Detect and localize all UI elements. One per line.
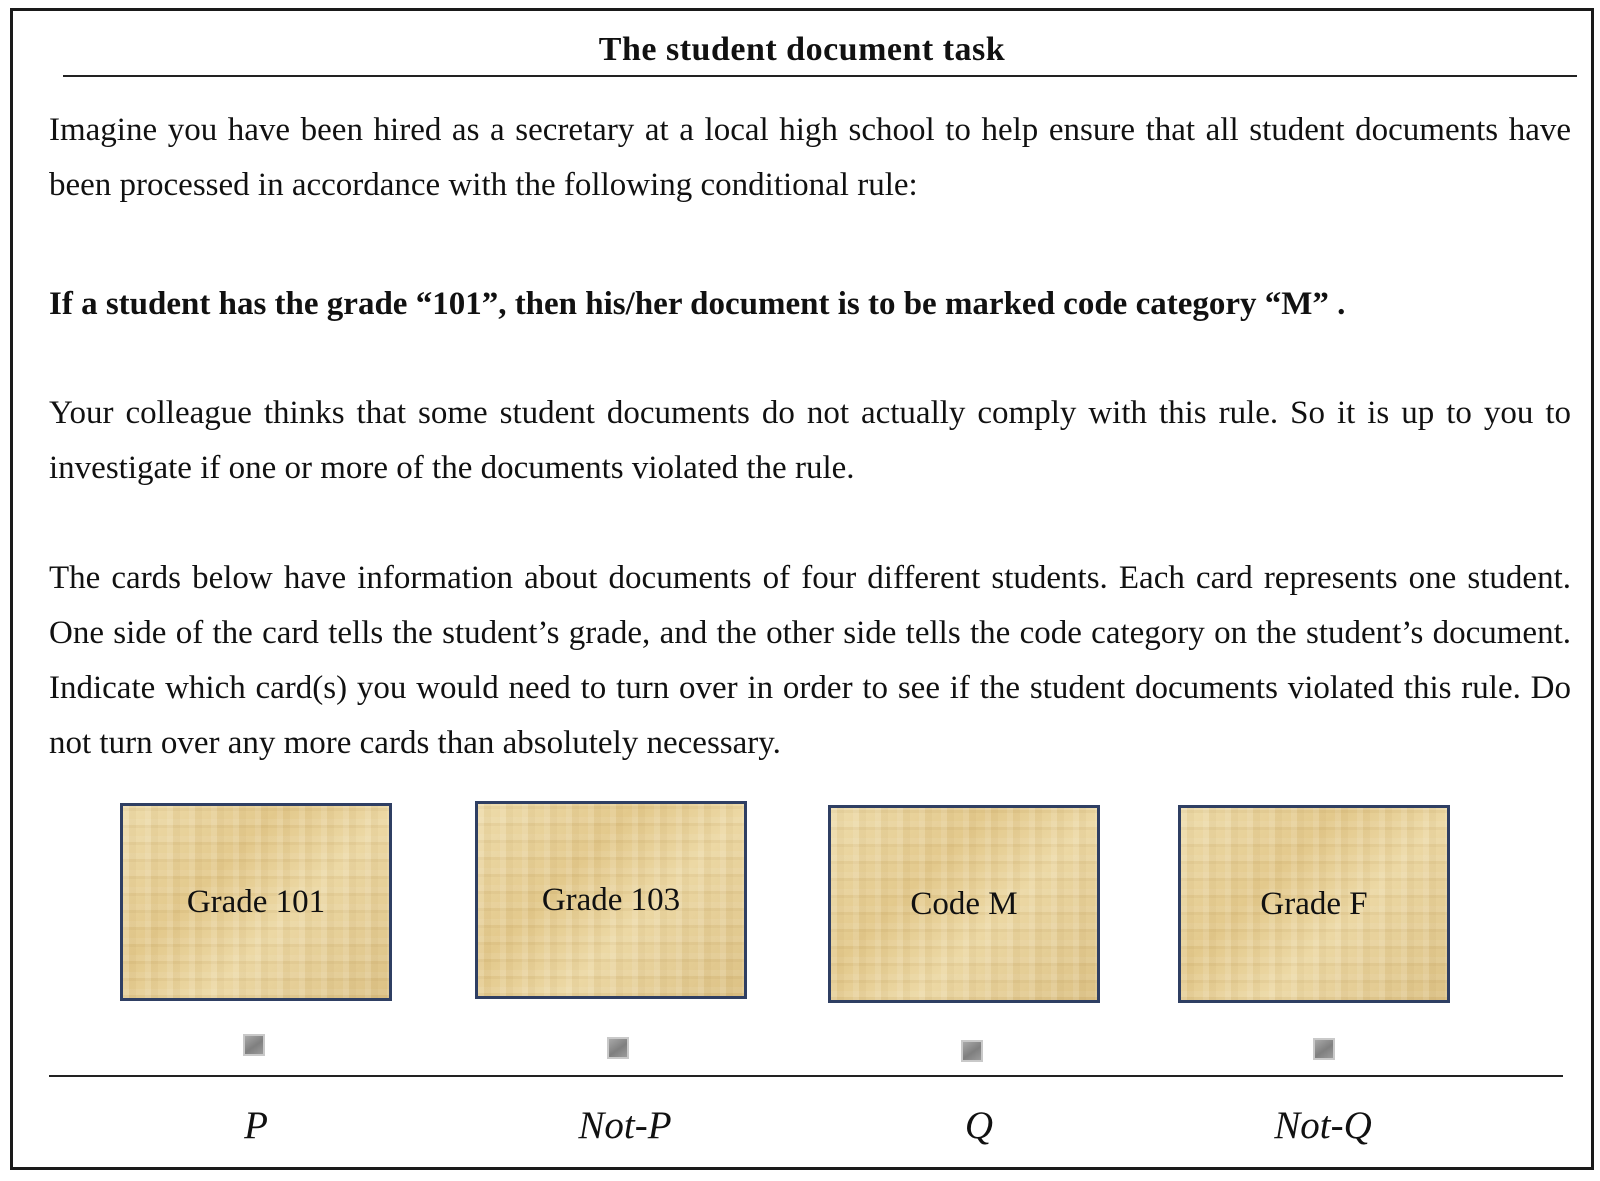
card-grade-101[interactable] — [120, 803, 392, 1001]
checkbox-card-4[interactable] — [1313, 1038, 1335, 1060]
instructions-paragraph: The cards below have information about documents of four different students. Each card represents one student. One side of the card tells the student’s grade, and the other side tells the code category on the student’s document. Indicate which card(s) you would need to turn over in order to see if the student documents violated this rule. Do not turn over any more cards than absolutely necessary. — [49, 560, 1571, 761]
logic-label-q: Q — [964, 1104, 994, 1147]
checkbox-card-3[interactable] — [961, 1040, 983, 1062]
checkbox-card-1[interactable] — [243, 1034, 265, 1056]
card-label: Code M — [910, 885, 1018, 922]
intro-paragraph: Imagine you have been hired as a secretary at a local high school to help ensure that all student documents have been processed in accordance with the following conditional rule: — [49, 112, 1571, 203]
page-title: The student document task — [598, 31, 1006, 68]
card-label: Grade F — [1260, 885, 1368, 922]
bottom-divider — [49, 1075, 1563, 1077]
card-grade-f[interactable] — [1178, 805, 1450, 1003]
task-frame — [10, 8, 1594, 1170]
logic-label-p: P — [244, 1104, 268, 1147]
logic-label-not-p: Not-P — [578, 1104, 672, 1147]
logic-label-not-q: Not-Q — [1274, 1104, 1372, 1147]
title-divider — [63, 75, 1577, 77]
colleague-paragraph: Your colleague thinks that some student documents do not actually comply with this rule. So it is up to you to investigate if one or more of the documents violated the rule. — [49, 395, 1571, 486]
rule-statement: If a student has the grade “101”, then his/her document is to be marked code category “M” . — [49, 286, 1346, 322]
card-label: Grade 101 — [186, 883, 326, 920]
card-code-m[interactable] — [828, 805, 1100, 1003]
card-label: Grade 103 — [541, 881, 681, 918]
card-grade-103[interactable] — [475, 801, 747, 999]
checkbox-card-2[interactable] — [607, 1037, 629, 1059]
